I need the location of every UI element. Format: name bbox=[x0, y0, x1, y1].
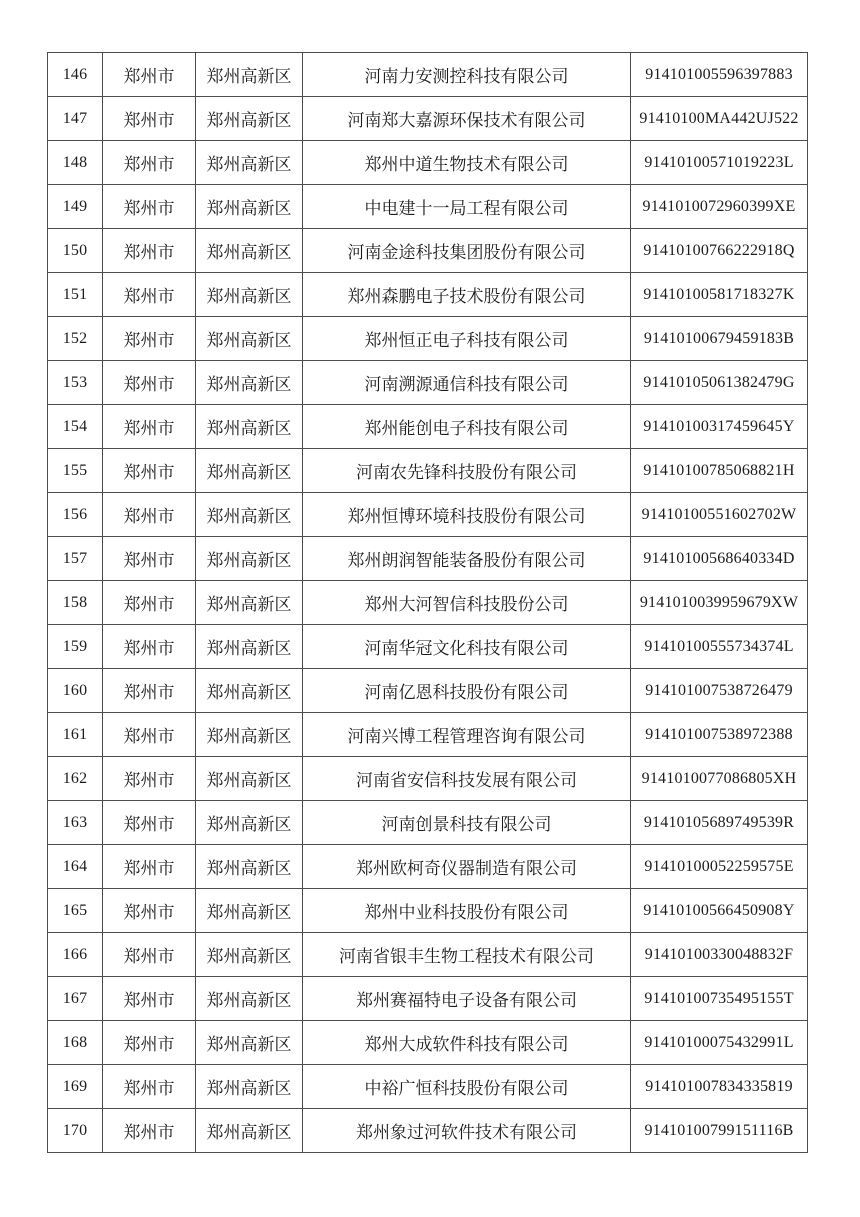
cell-row-number: 148 bbox=[48, 141, 103, 185]
table-row bbox=[48, 1065, 808, 1109]
cell-row-number: 170 bbox=[48, 1109, 103, 1153]
cell-company-name: 河南省银丰生物工程技术有限公司 bbox=[303, 933, 631, 977]
cell-city: 郑州市 bbox=[103, 1109, 196, 1153]
cell-row-number: 146 bbox=[48, 53, 103, 97]
cell-credit-code: 91410100581718327K bbox=[631, 273, 808, 317]
cell-district: 郑州高新区 bbox=[196, 53, 303, 97]
cell-company-name: 郑州象过河软件技术有限公司 bbox=[303, 1109, 631, 1153]
table-row bbox=[48, 405, 808, 449]
cell-district: 郑州高新区 bbox=[196, 889, 303, 933]
cell-credit-code: 91410100568640334D bbox=[631, 537, 808, 581]
cell-company-name: 郑州能创电子科技有限公司 bbox=[303, 405, 631, 449]
table-row bbox=[48, 273, 808, 317]
cell-district: 郑州高新区 bbox=[196, 141, 303, 185]
cell-row-number: 157 bbox=[48, 537, 103, 581]
table-row bbox=[48, 1021, 808, 1065]
cell-credit-code: 9141010039959679XW bbox=[631, 581, 808, 625]
table-row bbox=[48, 317, 808, 361]
cell-district: 郑州高新区 bbox=[196, 537, 303, 581]
cell-row-number: 166 bbox=[48, 933, 103, 977]
cell-company-name: 郑州大河智信科技股份公司 bbox=[303, 581, 631, 625]
table-row bbox=[48, 757, 808, 801]
table-row bbox=[48, 889, 808, 933]
cell-company-name: 中裕广恒科技股份有限公司 bbox=[303, 1065, 631, 1109]
cell-district: 郑州高新区 bbox=[196, 405, 303, 449]
cell-credit-code: 914101005596397883 bbox=[631, 53, 808, 97]
table-row bbox=[48, 229, 808, 273]
cell-city: 郑州市 bbox=[103, 405, 196, 449]
cell-credit-code: 914101007538726479 bbox=[631, 669, 808, 713]
cell-row-number: 154 bbox=[48, 405, 103, 449]
cell-city: 郑州市 bbox=[103, 493, 196, 537]
cell-city: 郑州市 bbox=[103, 53, 196, 97]
cell-row-number: 151 bbox=[48, 273, 103, 317]
cell-district: 郑州高新区 bbox=[196, 1065, 303, 1109]
cell-row-number: 162 bbox=[48, 757, 103, 801]
table-row bbox=[48, 801, 808, 845]
cell-row-number: 169 bbox=[48, 1065, 103, 1109]
cell-credit-code: 91410100330048832F bbox=[631, 933, 808, 977]
cell-city: 郑州市 bbox=[103, 141, 196, 185]
table-row bbox=[48, 1109, 808, 1153]
cell-district: 郑州高新区 bbox=[196, 97, 303, 141]
cell-district: 郑州高新区 bbox=[196, 449, 303, 493]
cell-city: 郑州市 bbox=[103, 537, 196, 581]
cell-company-name: 河南溯源通信科技有限公司 bbox=[303, 361, 631, 405]
cell-district: 郑州高新区 bbox=[196, 845, 303, 889]
cell-district: 郑州高新区 bbox=[196, 581, 303, 625]
cell-credit-code: 91410100799151116B bbox=[631, 1109, 808, 1153]
cell-company-name: 郑州朗润智能装备股份有限公司 bbox=[303, 537, 631, 581]
cell-company-name: 河南创景科技有限公司 bbox=[303, 801, 631, 845]
cell-row-number: 158 bbox=[48, 581, 103, 625]
cell-city: 郑州市 bbox=[103, 889, 196, 933]
cell-row-number: 149 bbox=[48, 185, 103, 229]
cell-credit-code: 91410100735495155T bbox=[631, 977, 808, 1021]
cell-district: 郑州高新区 bbox=[196, 933, 303, 977]
cell-company-name: 郑州欧柯奇仪器制造有限公司 bbox=[303, 845, 631, 889]
cell-credit-code: 91410100679459183B bbox=[631, 317, 808, 361]
cell-credit-code: 91410100555734374L bbox=[631, 625, 808, 669]
table-row bbox=[48, 933, 808, 977]
cell-row-number: 159 bbox=[48, 625, 103, 669]
cell-row-number: 163 bbox=[48, 801, 103, 845]
table-row bbox=[48, 845, 808, 889]
table-row bbox=[48, 537, 808, 581]
cell-district: 郑州高新区 bbox=[196, 713, 303, 757]
cell-city: 郑州市 bbox=[103, 185, 196, 229]
table-row bbox=[48, 625, 808, 669]
cell-company-name: 中电建十一局工程有限公司 bbox=[303, 185, 631, 229]
cell-company-name: 河南农先锋科技股份有限公司 bbox=[303, 449, 631, 493]
cell-credit-code: 91410100075432991L bbox=[631, 1021, 808, 1065]
cell-district: 郑州高新区 bbox=[196, 977, 303, 1021]
cell-city: 郑州市 bbox=[103, 273, 196, 317]
cell-row-number: 153 bbox=[48, 361, 103, 405]
cell-row-number: 161 bbox=[48, 713, 103, 757]
cell-credit-code: 9141010072960399XE bbox=[631, 185, 808, 229]
cell-credit-code: 91410105061382479G bbox=[631, 361, 808, 405]
cell-district: 郑州高新区 bbox=[196, 361, 303, 405]
cell-company-name: 河南亿恩科技股份有限公司 bbox=[303, 669, 631, 713]
cell-credit-code: 91410100766222918Q bbox=[631, 229, 808, 273]
cell-row-number: 165 bbox=[48, 889, 103, 933]
cell-credit-code: 91410105689749539R bbox=[631, 801, 808, 845]
table-row bbox=[48, 53, 808, 97]
company-table-body bbox=[48, 53, 808, 1153]
cell-city: 郑州市 bbox=[103, 361, 196, 405]
cell-row-number: 168 bbox=[48, 1021, 103, 1065]
cell-city: 郑州市 bbox=[103, 801, 196, 845]
cell-credit-code: 914101007538972388 bbox=[631, 713, 808, 757]
cell-city: 郑州市 bbox=[103, 669, 196, 713]
table-row bbox=[48, 669, 808, 713]
cell-district: 郑州高新区 bbox=[196, 273, 303, 317]
cell-row-number: 160 bbox=[48, 669, 103, 713]
cell-city: 郑州市 bbox=[103, 977, 196, 1021]
cell-credit-code: 9141010077086805XH bbox=[631, 757, 808, 801]
table-row bbox=[48, 97, 808, 141]
table-row bbox=[48, 361, 808, 405]
table-row bbox=[48, 185, 808, 229]
cell-row-number: 164 bbox=[48, 845, 103, 889]
cell-credit-code: 91410100571019223L bbox=[631, 141, 808, 185]
cell-city: 郑州市 bbox=[103, 581, 196, 625]
cell-row-number: 167 bbox=[48, 977, 103, 1021]
cell-district: 郑州高新区 bbox=[196, 801, 303, 845]
table-row bbox=[48, 449, 808, 493]
cell-city: 郑州市 bbox=[103, 845, 196, 889]
cell-city: 郑州市 bbox=[103, 625, 196, 669]
cell-company-name: 河南兴博工程管理咨询有限公司 bbox=[303, 713, 631, 757]
cell-credit-code: 91410100566450908Y bbox=[631, 889, 808, 933]
cell-credit-code: 914101007834335819 bbox=[631, 1065, 808, 1109]
cell-city: 郑州市 bbox=[103, 449, 196, 493]
cell-district: 郑州高新区 bbox=[196, 493, 303, 537]
cell-city: 郑州市 bbox=[103, 757, 196, 801]
cell-district: 郑州高新区 bbox=[196, 1109, 303, 1153]
cell-company-name: 河南郑大嘉源环保技术有限公司 bbox=[303, 97, 631, 141]
cell-district: 郑州高新区 bbox=[196, 185, 303, 229]
cell-city: 郑州市 bbox=[103, 1065, 196, 1109]
cell-credit-code: 91410100551602702W bbox=[631, 493, 808, 537]
cell-company-name: 郑州恒博环境科技股份有限公司 bbox=[303, 493, 631, 537]
cell-credit-code: 91410100052259575E bbox=[631, 845, 808, 889]
cell-company-name: 河南华冠文化科技有限公司 bbox=[303, 625, 631, 669]
cell-city: 郑州市 bbox=[103, 317, 196, 361]
cell-city: 郑州市 bbox=[103, 713, 196, 757]
cell-row-number: 155 bbox=[48, 449, 103, 493]
table-row bbox=[48, 493, 808, 537]
cell-company-name: 郑州大成软件科技有限公司 bbox=[303, 1021, 631, 1065]
cell-city: 郑州市 bbox=[103, 97, 196, 141]
cell-credit-code: 91410100MA442UJ522 bbox=[631, 97, 808, 141]
table-row bbox=[48, 581, 808, 625]
cell-company-name: 郑州恒正电子科技有限公司 bbox=[303, 317, 631, 361]
cell-company-name: 郑州森鹏电子技术股份有限公司 bbox=[303, 273, 631, 317]
cell-credit-code: 91410100317459645Y bbox=[631, 405, 808, 449]
table-row bbox=[48, 713, 808, 757]
cell-district: 郑州高新区 bbox=[196, 229, 303, 273]
cell-company-name: 郑州赛福特电子设备有限公司 bbox=[303, 977, 631, 1021]
cell-district: 郑州高新区 bbox=[196, 757, 303, 801]
table-row bbox=[48, 977, 808, 1021]
cell-city: 郑州市 bbox=[103, 229, 196, 273]
cell-row-number: 156 bbox=[48, 493, 103, 537]
cell-company-name: 郑州中业科技股份有限公司 bbox=[303, 889, 631, 933]
cell-district: 郑州高新区 bbox=[196, 669, 303, 713]
cell-district: 郑州高新区 bbox=[196, 625, 303, 669]
cell-district: 郑州高新区 bbox=[196, 317, 303, 361]
cell-row-number: 150 bbox=[48, 229, 103, 273]
cell-city: 郑州市 bbox=[103, 933, 196, 977]
cell-credit-code: 91410100785068821H bbox=[631, 449, 808, 493]
cell-company-name: 郑州中道生物技术有限公司 bbox=[303, 141, 631, 185]
cell-company-name: 河南力安测控科技有限公司 bbox=[303, 53, 631, 97]
company-list-table bbox=[47, 52, 808, 1153]
cell-district: 郑州高新区 bbox=[196, 1021, 303, 1065]
table-row bbox=[48, 141, 808, 185]
cell-row-number: 147 bbox=[48, 97, 103, 141]
cell-company-name: 河南金途科技集团股份有限公司 bbox=[303, 229, 631, 273]
cell-row-number: 152 bbox=[48, 317, 103, 361]
cell-city: 郑州市 bbox=[103, 1021, 196, 1065]
cell-company-name: 河南省安信科技发展有限公司 bbox=[303, 757, 631, 801]
